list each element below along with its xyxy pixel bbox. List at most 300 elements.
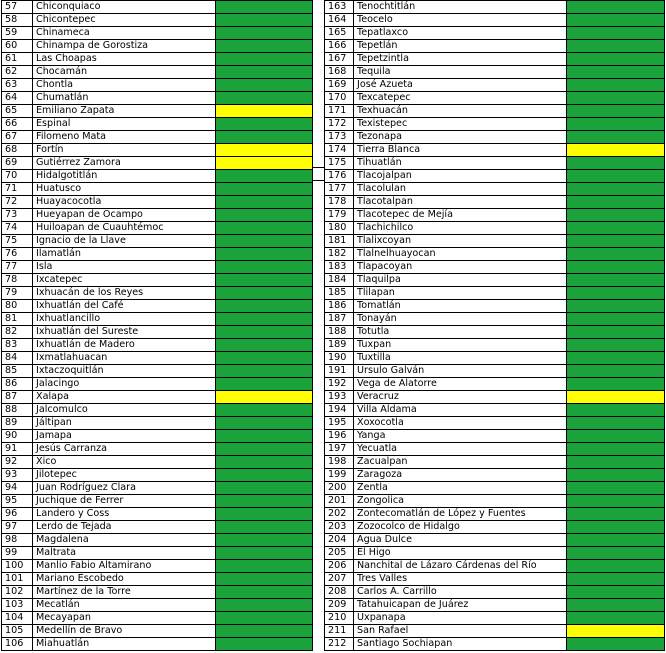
municipality-number: 177 (325, 183, 354, 196)
municipality-name: Tuxpan (354, 339, 567, 352)
municipality-number: 181 (325, 235, 354, 248)
table-row (325, 365, 665, 378)
table-row (325, 456, 665, 469)
table-row (2, 508, 313, 521)
municipality-name: Tuxtilla (354, 352, 567, 365)
municipality-name: Jalcomulco (33, 404, 216, 417)
status-cell-green (567, 274, 665, 287)
status-cell-green (216, 1, 313, 14)
municipality-number: 195 (325, 417, 354, 430)
municipality-name: Zongolica (354, 495, 567, 508)
status-cell-green (216, 508, 313, 521)
table-row (325, 430, 665, 443)
table-body-right (325, 1, 665, 651)
table-row (325, 274, 665, 287)
municipality-number: 166 (325, 40, 354, 53)
status-cell-green (216, 456, 313, 469)
municipality-number: 95 (2, 495, 33, 508)
status-cell-yellow (216, 144, 313, 157)
municipality-name: Huayacocotla (33, 196, 216, 209)
table-row (325, 118, 665, 131)
status-cell-green (216, 14, 313, 27)
municipality-number: 67 (2, 131, 33, 144)
municipality-name: Totutla (354, 326, 567, 339)
municipality-number: 76 (2, 248, 33, 261)
municipality-number: 200 (325, 482, 354, 495)
municipality-name: Tlalixcoyan (354, 235, 567, 248)
municipality-name: Chiconquiaco (33, 1, 216, 14)
table-row (2, 456, 313, 469)
status-cell-green (567, 196, 665, 209)
status-cell-green (216, 365, 313, 378)
table-row (325, 209, 665, 222)
table-row (325, 144, 665, 157)
municipality-number: 173 (325, 131, 354, 144)
status-cell-green (567, 105, 665, 118)
status-cell-green (567, 339, 665, 352)
municipality-number: 100 (2, 560, 33, 573)
table-row (325, 196, 665, 209)
status-cell-green (216, 430, 313, 443)
municipality-name: Tlilapan (354, 287, 567, 300)
status-cell-green (216, 326, 313, 339)
table-row (325, 14, 665, 27)
municipality-number: 72 (2, 196, 33, 209)
table-row (2, 235, 313, 248)
status-cell-green (216, 66, 313, 79)
status-cell-green (567, 378, 665, 391)
table-row (2, 586, 313, 599)
municipality-name: Medellín de Bravo (33, 625, 216, 638)
municipality-name: Gutiérrez Zamora (33, 157, 216, 170)
table-row (325, 391, 665, 404)
table-row (325, 248, 665, 261)
table-row (325, 326, 665, 339)
municipality-name: Huatusco (33, 183, 216, 196)
status-cell-green (216, 235, 313, 248)
municipality-name: El Higo (354, 547, 567, 560)
table-row (325, 586, 665, 599)
table-row (2, 482, 313, 495)
municipality-number: 105 (2, 625, 33, 638)
municipality-name: Ixhuatlán del Sureste (33, 326, 216, 339)
municipality-name: Santiago Sochiapan (354, 638, 567, 651)
municipality-number: 165 (325, 27, 354, 40)
table-row (2, 209, 313, 222)
status-cell-green (216, 53, 313, 66)
status-cell-green (567, 469, 665, 482)
table-row (325, 547, 665, 560)
status-cell-green (216, 560, 313, 573)
municipality-number: 205 (325, 547, 354, 560)
table-row (2, 547, 313, 560)
status-cell-green (216, 261, 313, 274)
municipality-number: 174 (325, 144, 354, 157)
status-cell-green (567, 534, 665, 547)
municipality-name: Ursulo Galván (354, 365, 567, 378)
table-row (325, 313, 665, 326)
municipality-name: Hidalgotitlán (33, 170, 216, 183)
status-cell-green (216, 209, 313, 222)
status-cell-green (567, 66, 665, 79)
municipality-number: 178 (325, 196, 354, 209)
municipality-number: 57 (2, 1, 33, 14)
municipality-name: Tatahuicapan de Juárez (354, 599, 567, 612)
municipality-name: Chumatlán (33, 92, 216, 105)
municipality-number: 62 (2, 66, 33, 79)
status-cell-green (216, 79, 313, 92)
municipality-number: 211 (325, 625, 354, 638)
table-body-left (2, 1, 313, 651)
municipality-number: 175 (325, 157, 354, 170)
table-row (2, 638, 313, 651)
municipalities-table-left (1, 0, 313, 651)
table-row (325, 300, 665, 313)
municipality-name: Miahuatlán (33, 638, 216, 651)
status-cell-green (567, 638, 665, 651)
table-row (2, 170, 313, 183)
status-cell-green (567, 261, 665, 274)
municipality-number: 60 (2, 40, 33, 53)
table-row (325, 40, 665, 53)
table-row (2, 14, 313, 27)
municipality-number: 61 (2, 53, 33, 66)
status-cell-green (216, 547, 313, 560)
municipality-number: 172 (325, 118, 354, 131)
table-row (325, 222, 665, 235)
municipality-name: Zaragoza (354, 469, 567, 482)
status-cell-green (216, 586, 313, 599)
municipality-number: 180 (325, 222, 354, 235)
municipality-name: Yecuatla (354, 443, 567, 456)
table-row (325, 261, 665, 274)
status-cell-green (567, 14, 665, 27)
municipality-number: 75 (2, 235, 33, 248)
table-row (325, 131, 665, 144)
municipality-number: 189 (325, 339, 354, 352)
municipality-name: Jesús Carranza (33, 443, 216, 456)
table-row (2, 378, 313, 391)
table-row (325, 157, 665, 170)
status-cell-green (216, 131, 313, 144)
status-cell-green (216, 612, 313, 625)
municipality-number: 70 (2, 170, 33, 183)
municipality-name: Tlaquilpa (354, 274, 567, 287)
municipality-number: 192 (325, 378, 354, 391)
municipality-name: Tepetlán (354, 40, 567, 53)
table-row (2, 183, 313, 196)
municipality-name: Xico (33, 456, 216, 469)
table-row (325, 235, 665, 248)
status-cell-green (567, 430, 665, 443)
municipality-name: Espinal (33, 118, 216, 131)
municipality-name: Ignacio de la Llave (33, 235, 216, 248)
status-cell-green (567, 443, 665, 456)
municipality-number: 83 (2, 339, 33, 352)
municipality-number: 176 (325, 170, 354, 183)
status-cell-green (567, 521, 665, 534)
municipality-name: Yanga (354, 430, 567, 443)
municipality-number: 106 (2, 638, 33, 651)
municipality-name: Tomatlán (354, 300, 567, 313)
status-cell-green (567, 131, 665, 144)
municipality-name: Ixmatlahuacan (33, 352, 216, 365)
municipality-name: Ixtaczoquitlán (33, 365, 216, 378)
table-row (325, 404, 665, 417)
municipality-name: Ixhuacán de los Reyes (33, 287, 216, 300)
municipality-name: Jilotepec (33, 469, 216, 482)
municipality-number: 188 (325, 326, 354, 339)
municipality-number: 104 (2, 612, 33, 625)
table-row (325, 625, 665, 638)
municipality-name: Manlio Fabio Altamirano (33, 560, 216, 573)
municipality-name: Carlos A. Carrillo (354, 586, 567, 599)
municipality-name: Tlacotalpan (354, 196, 567, 209)
table-row (325, 638, 665, 651)
municipality-number: 186 (325, 300, 354, 313)
municipality-number: 79 (2, 287, 33, 300)
municipality-number: 194 (325, 404, 354, 417)
municipality-number: 198 (325, 456, 354, 469)
municipality-number: 86 (2, 378, 33, 391)
municipality-name: Chinampa de Gorostiza (33, 40, 216, 53)
status-cell-green (567, 248, 665, 261)
table-row (2, 573, 313, 586)
municipality-name: Uxpanapa (354, 612, 567, 625)
municipality-name: Martínez de la Torre (33, 586, 216, 599)
table-row (2, 1, 313, 14)
municipality-name: Ilamatlán (33, 248, 216, 261)
municipality-number: 193 (325, 391, 354, 404)
municipality-name: Tres Valles (354, 573, 567, 586)
municipality-name: Tezonapa (354, 131, 567, 144)
municipality-name: Chinameca (33, 27, 216, 40)
municipality-number: 203 (325, 521, 354, 534)
municipality-number: 77 (2, 261, 33, 274)
municipality-number: 196 (325, 430, 354, 443)
municipality-name: Villa Aldama (354, 404, 567, 417)
status-cell-green (567, 79, 665, 92)
status-cell-green (567, 170, 665, 183)
municipality-name: Tonayán (354, 313, 567, 326)
table-row (325, 170, 665, 183)
table-row (325, 27, 665, 40)
municipality-number: 201 (325, 495, 354, 508)
municipality-number: 210 (325, 612, 354, 625)
status-cell-green (567, 27, 665, 40)
municipality-number: 182 (325, 248, 354, 261)
status-cell-green (216, 118, 313, 131)
table-row (2, 417, 313, 430)
table-row (2, 391, 313, 404)
status-cell-yellow (216, 105, 313, 118)
status-cell-green (216, 339, 313, 352)
municipality-number: 90 (2, 430, 33, 443)
municipality-number: 164 (325, 14, 354, 27)
municipality-name: Texistepec (354, 118, 567, 131)
municipality-number: 94 (2, 482, 33, 495)
municipality-name: Isla (33, 261, 216, 274)
status-cell-green (567, 222, 665, 235)
status-cell-green (216, 222, 313, 235)
status-cell-green (567, 547, 665, 560)
row-connector-line (313, 180, 324, 181)
municipality-name: José Azueta (354, 79, 567, 92)
table-row (325, 521, 665, 534)
municipality-name: Ixhuatlán del Café (33, 300, 216, 313)
municipality-number: 64 (2, 92, 33, 105)
municipality-number: 84 (2, 352, 33, 365)
municipality-number: 190 (325, 352, 354, 365)
table-row (2, 27, 313, 40)
municipality-number: 167 (325, 53, 354, 66)
status-cell-green (216, 170, 313, 183)
municipality-number: 68 (2, 144, 33, 157)
table-row (325, 495, 665, 508)
table-row (2, 326, 313, 339)
status-cell-green (216, 625, 313, 638)
table-row (325, 53, 665, 66)
municipality-number: 212 (325, 638, 354, 651)
municipality-number: 69 (2, 157, 33, 170)
municipality-name: Texhuacán (354, 105, 567, 118)
municipality-number: 168 (325, 66, 354, 79)
municipality-number: 197 (325, 443, 354, 456)
status-cell-green (216, 469, 313, 482)
municipality-number: 103 (2, 599, 33, 612)
status-cell-green (567, 53, 665, 66)
municipality-name: Tepetzintla (354, 53, 567, 66)
municipality-name: Ixhuatlán de Madero (33, 339, 216, 352)
municipality-number: 207 (325, 573, 354, 586)
status-cell-green (567, 157, 665, 170)
municipality-number: 187 (325, 313, 354, 326)
municipality-number: 102 (2, 586, 33, 599)
municipality-name: Xalapa (33, 391, 216, 404)
municipality-number: 209 (325, 599, 354, 612)
table-row (2, 66, 313, 79)
municipality-number: 179 (325, 209, 354, 222)
table-row (325, 92, 665, 105)
status-cell-green (216, 443, 313, 456)
municipality-name: Tlachichilco (354, 222, 567, 235)
municipality-number: 89 (2, 417, 33, 430)
municipality-name: Nanchital de Lázaro Cárdenas del Río (354, 560, 567, 573)
municipality-name: Emiliano Zapata (33, 105, 216, 118)
table-row (2, 157, 313, 170)
municipality-name: Jalacingo (33, 378, 216, 391)
status-cell-green (216, 313, 313, 326)
table-row (325, 378, 665, 391)
municipality-number: 96 (2, 508, 33, 521)
table-row (2, 40, 313, 53)
status-cell-green (567, 365, 665, 378)
status-cell-green (216, 599, 313, 612)
municipality-name: Tlacojalpan (354, 170, 567, 183)
status-cell-green (216, 534, 313, 547)
municipality-name: Filomeno Mata (33, 131, 216, 144)
municipality-name: Hueyapan de Ocampo (33, 209, 216, 222)
municipality-number: 204 (325, 534, 354, 547)
municipality-number: 202 (325, 508, 354, 521)
municipality-name: Tlacotepec de Mejía (354, 209, 567, 222)
table-row (2, 469, 313, 482)
table-row (325, 66, 665, 79)
municipality-name: Las Choapas (33, 53, 216, 66)
municipality-number: 87 (2, 391, 33, 404)
table-row (2, 443, 313, 456)
table-row (2, 261, 313, 274)
status-cell-yellow (216, 391, 313, 404)
municipality-name: Zozocolco de Hidalgo (354, 521, 567, 534)
table-row (2, 79, 313, 92)
status-cell-green (216, 40, 313, 53)
status-cell-green (216, 274, 313, 287)
status-cell-green (567, 456, 665, 469)
table-row (2, 222, 313, 235)
status-cell-green (567, 495, 665, 508)
municipality-number: 171 (325, 105, 354, 118)
status-cell-green (216, 495, 313, 508)
municipality-name: Tequila (354, 66, 567, 79)
status-cell-green (216, 183, 313, 196)
municipality-name: Texcatepec (354, 92, 567, 105)
status-cell-green (216, 521, 313, 534)
status-cell-green (216, 287, 313, 300)
municipality-name: Mecayapan (33, 612, 216, 625)
status-cell-green (567, 417, 665, 430)
municipality-number: 199 (325, 469, 354, 482)
status-cell-green (567, 287, 665, 300)
municipality-number: 93 (2, 469, 33, 482)
municipality-number: 78 (2, 274, 33, 287)
municipalities-table-right (324, 0, 665, 651)
status-cell-green (216, 404, 313, 417)
table-row (2, 196, 313, 209)
municipality-name: Tihuatlán (354, 157, 567, 170)
table-row (325, 183, 665, 196)
table-row (325, 417, 665, 430)
municipality-name: Zontecomatlán de López y Fuentes (354, 508, 567, 521)
table-row (2, 430, 313, 443)
table-row (2, 599, 313, 612)
municipality-number: 80 (2, 300, 33, 313)
table-row (2, 521, 313, 534)
municipality-number: 88 (2, 404, 33, 417)
municipality-number: 191 (325, 365, 354, 378)
table-row (325, 79, 665, 92)
table-row (2, 404, 313, 417)
status-cell-green (216, 196, 313, 209)
table-row (2, 118, 313, 131)
table-row (325, 1, 665, 14)
municipality-number: 58 (2, 14, 33, 27)
municipality-name: Chontla (33, 79, 216, 92)
municipality-name: Chocamán (33, 66, 216, 79)
municipality-number: 208 (325, 586, 354, 599)
status-cell-green (567, 404, 665, 417)
municipality-name: Magdalena (33, 534, 216, 547)
municipality-name: Fortín (33, 144, 216, 157)
status-cell-green (567, 92, 665, 105)
status-cell-green (216, 482, 313, 495)
status-cell-green (216, 573, 313, 586)
table-row (2, 300, 313, 313)
status-cell-green (216, 378, 313, 391)
municipality-number: 169 (325, 79, 354, 92)
municipality-number: 59 (2, 27, 33, 40)
status-cell-green (567, 560, 665, 573)
